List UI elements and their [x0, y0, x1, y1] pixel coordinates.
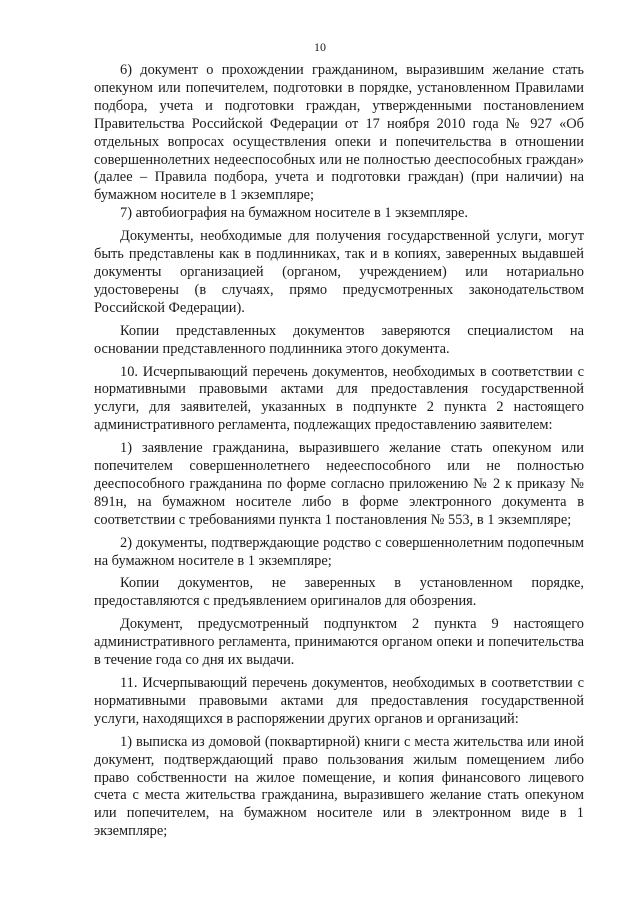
paragraph-section-11: 11. Исчерпывающий перечень документов, необходимых в соответствии с нормативными правовыми актами для предоставления государственной услуги, находящихся в распоряжении других органов и организаций:	[94, 675, 584, 727]
paragraph-item-7: 7) автобиография на бумажном носителе в 1 экземпляре.	[120, 205, 468, 222]
paragraph-uncertified-copies: Копии документов, не заверенных в установленном порядке, предоставляются с предъявлением оригиналов для обозрения.	[94, 575, 584, 610]
paragraph-section-11-item-1: 1) выписка из домовой (поквартирной) книги с места жительства или иной документ, подтверждающий право пользования жилым помещением либо право собственности на жилое помещение, и копия финансового лицевого счета с места жительства гражданина, выразившего желание стать опекуном или попечителем, на бумажном носителе или в электронном виде в 1 экземпляре;	[94, 733, 584, 840]
paragraph-section-10-item-2: 2) документы, подтверждающие родство с совершеннолетним подопечным на бумажном носителе в 1 экземпляре;	[94, 534, 584, 569]
paragraph-copies-certified: Копии представленных документов заверяются специалистом на основании представленного подлинника этого документа.	[94, 322, 584, 357]
paragraph-documents-copies: Документы, необходимые для получения государственной услуги, могут быть представлены как в подлинниках, так и в копиях, заверенных выдавшей документы организацией (органом, учреждением) или нотариально удостоверены (в случаях, прямо предусмотренных законодательством Российской Федерации).	[94, 228, 584, 316]
page-number: 10	[314, 40, 326, 54]
paragraph-section-10: 10. Исчерпывающий перечень документов, необходимых в соответствии с нормативными правовыми актами для предоставления государственной услуги, для заявителей, указанных в подпункте 2 пункта 2 настоящего административного регламента, подлежащих предоставлению заявителем:	[94, 363, 584, 434]
paragraph-document-validity: Документ, предусмотренный подпунктом 2 пункта 9 настоящего административного регламента, принимаются органом опеки и попечительства в течение года со дня их выдачи.	[94, 616, 584, 669]
paragraph-item-6: 6) документ о прохождении гражданином, выразившим желание стать опекуном или попечителем, подготовки в порядке, установленном Правилами подбора, учета и подготовки граждан, утвержденными постановлением Правительства Российской Федерации от 17 ноября 2010 года № 927 «Об отдельных вопросах осуществления опеки и попечительства в отношении совершеннолетних недееспособных или не полностью дееспособных граждан» (далее – Правила подбора, учета и подготовки граждан) (при наличии) на бумажном носителе в 1 экземпляре;	[94, 62, 584, 204]
paragraph-section-10-item-1: 1) заявление гражданина, выразившего желание стать опекуном или попечителем совершеннолетнего недееспособного или не полностью дееспособного гражданина по форме согласно приложению № 2 к приказу № 891н, на бумажном носителе либо в форме электронного документа в соответствии с требованиями пункта 1 постановления № 553, в 1 экземпляре;	[94, 440, 584, 528]
document-body	[94, 62, 584, 846]
